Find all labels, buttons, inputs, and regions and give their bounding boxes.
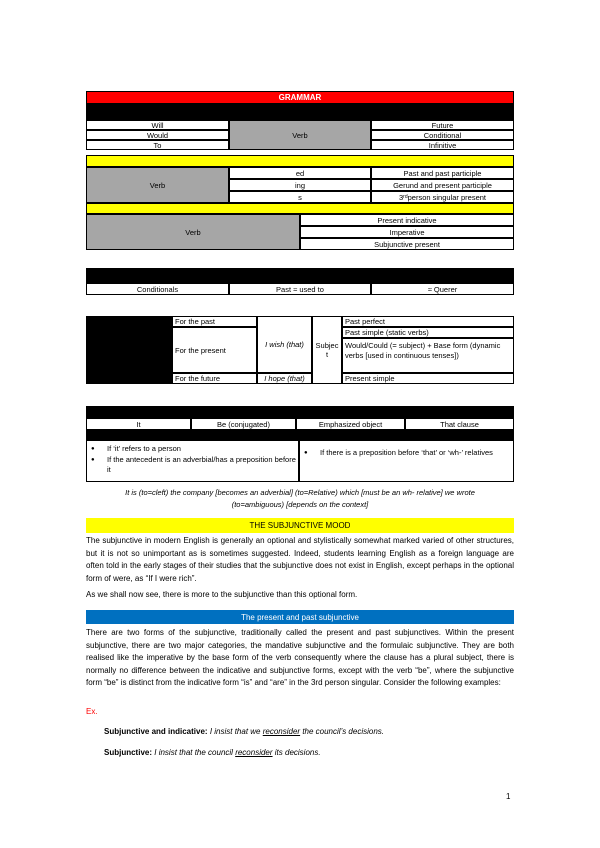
table1-left-cell: Would xyxy=(86,130,229,140)
yellow-divider xyxy=(86,155,514,167)
table1-left-cell: To xyxy=(86,140,229,150)
bullet-item: ● If ‘it’ refers to a person xyxy=(87,444,298,454)
yellow-divider xyxy=(86,203,514,214)
table4-cell: Past ≈ used to xyxy=(229,283,371,295)
example-1-text-end: the council’s decisions. xyxy=(300,727,384,736)
example-2-text: I insist that the council xyxy=(154,748,236,757)
table5-result-cell: Would/Could (= subject) + Base form (dynamic verbs [used in continuous tenses]) xyxy=(342,338,514,373)
bullet-item: ● If the antecedent is an adverbial/has a preposition before it xyxy=(87,455,298,475)
table5-time-cell: For the future xyxy=(172,373,257,384)
section-title-subjunctive-mood: THE SUBJUNCTIVE MOOD xyxy=(86,518,514,533)
paragraph-two-forms: There are two forms of the subjunctive, traditionally called the present and past subjunctives. Within the present subjunctive, there are two major categories, the mandative subjunctive and the formulaic subjunctive. They are both realised like the imperative by the base form of the verb consequently where the clause has a plural subject, there is normally no difference between the indicative and subjunctive forms, except with the verb “be”, where the subjunctive form “be” is distinct from the indicative form “is” and “are” in the 3rd person singular. Consider the following examples: xyxy=(86,628,514,687)
example-1-verb: reconsider xyxy=(262,727,301,736)
table1-left-cell: Will xyxy=(86,120,229,130)
table5-black-block xyxy=(86,316,172,384)
table3-mood-cell: Imperative xyxy=(300,226,514,238)
table1-header-bar xyxy=(86,104,514,120)
table6-header-cell: That clause xyxy=(405,418,514,430)
table2-verb-cell: Verb xyxy=(86,167,229,203)
example-2-verb: reconsider xyxy=(235,748,273,757)
cleft-example-note: It is (to=cleft) the company [becomes an adverbial] (to=Relative) which [must be an wh- relative] we wrote (to=ambiguous) [depends on the context] xyxy=(125,488,475,509)
example-1-label: Subjunctive and indicative: xyxy=(104,727,208,736)
page-title: GRAMMAR xyxy=(86,91,514,104)
table6-header-cell: Emphasized object xyxy=(296,418,405,430)
table3-mood-cell: Present indicative xyxy=(300,214,514,226)
table1-right-cell: Future xyxy=(371,120,514,130)
table5-subject-cell: Subject xyxy=(312,316,342,384)
table6-header-cell: Be (conjugated) xyxy=(191,418,296,430)
table6-black-bar xyxy=(86,430,514,440)
table4-cell: Conditionals xyxy=(86,283,229,295)
person-text: person singular present xyxy=(407,192,486,202)
table1-right-cell: Conditional xyxy=(371,130,514,140)
table4-cell: ≈ Querer xyxy=(371,283,514,295)
table1-verb-cell: Verb xyxy=(229,120,371,150)
table6-header-bar xyxy=(86,406,514,418)
paragraph-intro: The subjunctive in modern English is generally an optional and stylistically somewhat marked varied of other structures, but it is not so unimportant as is sometimes suggested. Indeed, students learning English as a foreign language are often told in the early stages of their studies that the subjunctive does not exist in English, except perhaps in the optional form of were, as “If I were rich”. xyxy=(86,536,514,583)
example-2-label: Subjunctive: xyxy=(104,748,153,757)
table5-result-cell: Past perfect xyxy=(342,316,514,327)
table5-result-cell: Present simple xyxy=(342,373,514,384)
table2-meaning-cell: 3 rd person singular present xyxy=(371,191,514,203)
table3-verb-cell: Verb xyxy=(86,214,300,250)
table6-right-bullets xyxy=(299,440,514,482)
table5-time-cell: For the past xyxy=(172,316,257,327)
table2-suffix-cell: ing xyxy=(229,179,371,191)
table5-time-cell: For the present xyxy=(172,327,257,373)
table5-wish-cell: I wish (that) xyxy=(257,316,312,373)
table1-right-cell: Infinitive xyxy=(371,140,514,150)
paragraph-optional-form: As we shall now see, there is more to the subjunctive than this optional form. xyxy=(86,590,358,599)
table2-meaning-cell: Gerund and present participle xyxy=(371,179,514,191)
example-1-text: I insist that we xyxy=(209,727,263,736)
table2-meaning-cell: Past and past participle xyxy=(371,167,514,179)
table6-left-bullets xyxy=(86,440,299,482)
bullet-item: ● If there is a preposition before ‘that’ or ‘wh-’ relatives xyxy=(300,448,493,458)
example-2-text-end: its decisions. xyxy=(272,748,321,757)
example-sentence-1 xyxy=(104,726,504,737)
page-number: 1 xyxy=(506,792,511,801)
table6-header-cell: It xyxy=(86,418,191,430)
example-sentence-2 xyxy=(104,747,504,758)
table4-header-bar xyxy=(86,268,514,283)
table5-hope-cell: I hope (that) xyxy=(257,373,312,384)
table2-suffix-cell: s xyxy=(229,191,371,203)
example-label: Ex. xyxy=(86,707,98,716)
person-number: 3 xyxy=(398,192,404,202)
table2-suffix-cell: ed xyxy=(229,167,371,179)
section-title-present-past: The present and past subjunctive xyxy=(86,610,514,624)
table5-result-cell: Past simple (static verbs) xyxy=(342,327,514,338)
table3-mood-cell: Subjunctive present xyxy=(300,238,514,250)
